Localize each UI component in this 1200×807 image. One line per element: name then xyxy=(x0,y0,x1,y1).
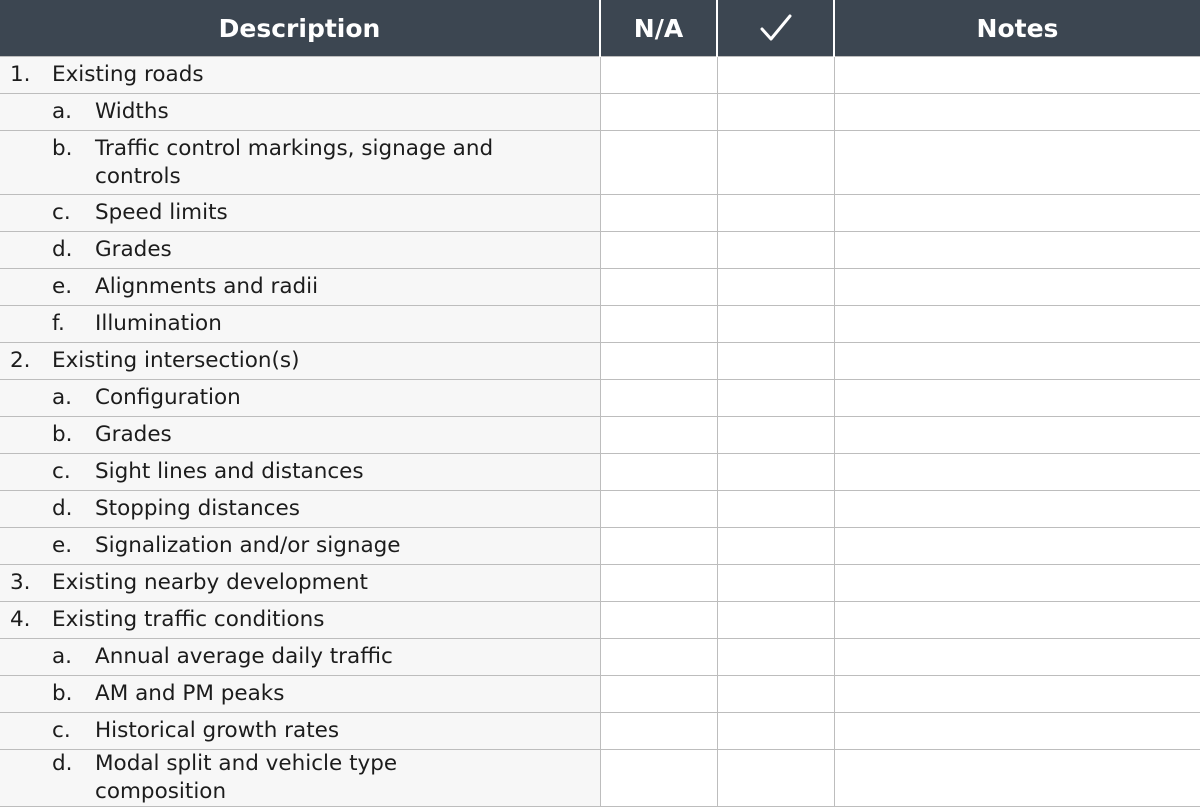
check-cell[interactable] xyxy=(717,131,834,195)
item-marker: d. xyxy=(52,751,73,776)
item-marker: e. xyxy=(52,274,73,299)
sub-item xyxy=(0,384,600,412)
header-na: N/A xyxy=(600,0,717,57)
description-cell xyxy=(0,131,600,195)
check-cell[interactable] xyxy=(717,528,834,565)
na-cell[interactable] xyxy=(600,417,717,454)
sub-item xyxy=(0,458,600,486)
check-cell[interactable] xyxy=(717,57,834,94)
check-cell[interactable] xyxy=(717,750,834,807)
description-cell xyxy=(0,269,600,306)
item-label: Historical growth rates xyxy=(95,718,340,743)
notes-cell[interactable] xyxy=(834,528,1200,565)
notes-cell[interactable] xyxy=(834,602,1200,639)
check-cell[interactable] xyxy=(717,639,834,676)
item-label: Traffic control markings, signage and controls xyxy=(95,135,494,189)
na-cell[interactable] xyxy=(600,528,717,565)
check-cell[interactable] xyxy=(717,94,834,131)
na-cell[interactable] xyxy=(600,269,717,306)
check-cell[interactable] xyxy=(717,713,834,750)
description-cell xyxy=(0,57,600,94)
header-description: Description xyxy=(0,0,600,57)
sub-item xyxy=(0,680,600,708)
item-label: Existing traffic conditions xyxy=(52,607,325,632)
check-cell[interactable] xyxy=(717,195,834,232)
section-item xyxy=(0,61,600,89)
check-cell[interactable] xyxy=(717,565,834,602)
na-cell[interactable] xyxy=(600,639,717,676)
item-marker: f. xyxy=(52,311,65,336)
na-cell[interactable] xyxy=(600,343,717,380)
na-cell[interactable] xyxy=(600,713,717,750)
item-marker: b. xyxy=(52,135,73,161)
description-cell xyxy=(0,713,600,750)
table-row xyxy=(0,269,1200,306)
check-cell[interactable] xyxy=(717,380,834,417)
notes-cell[interactable] xyxy=(834,639,1200,676)
na-cell[interactable] xyxy=(600,94,717,131)
notes-cell[interactable] xyxy=(834,380,1200,417)
item-label: Alignments and radii xyxy=(95,274,319,299)
item-marker: 4. xyxy=(10,607,31,632)
check-cell[interactable] xyxy=(717,343,834,380)
sub-item xyxy=(0,98,600,126)
description-cell xyxy=(0,94,600,131)
na-cell[interactable] xyxy=(600,306,717,343)
item-label: Grades xyxy=(95,422,172,447)
table-row xyxy=(0,639,1200,676)
table-row xyxy=(0,565,1200,602)
description-cell xyxy=(0,528,600,565)
notes-cell[interactable] xyxy=(834,454,1200,491)
description-cell xyxy=(0,343,600,380)
na-cell[interactable] xyxy=(600,57,717,94)
sub-item xyxy=(0,717,600,745)
header-check xyxy=(717,0,834,57)
description-cell xyxy=(0,195,600,232)
table-row xyxy=(0,528,1200,565)
sub-item xyxy=(0,135,600,191)
description-cell xyxy=(0,750,600,807)
notes-cell[interactable] xyxy=(834,676,1200,713)
description-cell xyxy=(0,602,600,639)
item-label: Modal split and vehicle type composition xyxy=(95,751,398,804)
check-cell[interactable] xyxy=(717,306,834,343)
notes-cell[interactable] xyxy=(834,343,1200,380)
item-marker: d. xyxy=(52,496,73,521)
notes-cell[interactable] xyxy=(834,565,1200,602)
item-label: Signalization and/or signage xyxy=(95,533,401,558)
check-cell[interactable] xyxy=(717,232,834,269)
item-marker: d. xyxy=(52,237,73,262)
notes-cell[interactable] xyxy=(834,232,1200,269)
notes-cell[interactable] xyxy=(834,713,1200,750)
sub-item xyxy=(0,310,600,338)
check-cell[interactable] xyxy=(717,454,834,491)
table-row xyxy=(0,380,1200,417)
na-cell[interactable] xyxy=(600,491,717,528)
table-row xyxy=(0,602,1200,639)
section-item xyxy=(0,606,600,634)
item-marker: a. xyxy=(52,99,73,124)
table-row xyxy=(0,131,1200,195)
notes-cell[interactable] xyxy=(834,750,1200,807)
table-row xyxy=(0,306,1200,343)
item-label: Existing intersection(s) xyxy=(52,348,300,373)
description-cell xyxy=(0,306,600,343)
sub-item xyxy=(0,236,600,264)
notes-cell[interactable] xyxy=(834,195,1200,232)
item-marker: c. xyxy=(52,200,71,225)
table-body xyxy=(0,57,1200,807)
na-cell[interactable] xyxy=(600,565,717,602)
notes-cell[interactable] xyxy=(834,491,1200,528)
na-cell[interactable] xyxy=(600,131,717,195)
table-row xyxy=(0,57,1200,94)
item-label: Grades xyxy=(95,237,172,262)
description-cell xyxy=(0,676,600,713)
header-notes: Notes xyxy=(834,0,1200,57)
item-marker: e. xyxy=(52,533,73,558)
item-marker: 3. xyxy=(10,570,31,595)
notes-cell[interactable] xyxy=(834,306,1200,343)
item-marker: b. xyxy=(52,422,73,447)
item-label: Sight lines and distances xyxy=(95,459,364,484)
check-cell[interactable] xyxy=(717,491,834,528)
na-cell[interactable] xyxy=(600,454,717,491)
sub-item xyxy=(0,643,600,671)
check-cell[interactable] xyxy=(717,269,834,306)
item-label: Stopping distances xyxy=(95,496,300,521)
na-cell[interactable] xyxy=(600,380,717,417)
table-row xyxy=(0,94,1200,131)
item-marker: 2. xyxy=(10,348,31,373)
item-label: Illumination xyxy=(95,311,222,336)
item-label: Configuration xyxy=(95,385,241,410)
sub-item xyxy=(0,532,600,560)
notes-cell[interactable] xyxy=(834,269,1200,306)
table-row xyxy=(0,750,1200,807)
item-marker: c. xyxy=(52,459,71,484)
item-label: AM and PM peaks xyxy=(95,681,285,706)
sub-item xyxy=(0,199,600,227)
table-row xyxy=(0,713,1200,750)
item-label: Existing nearby development xyxy=(52,570,368,595)
description-cell xyxy=(0,232,600,269)
notes-cell[interactable] xyxy=(834,94,1200,131)
notes-cell[interactable] xyxy=(834,417,1200,454)
table-row xyxy=(0,454,1200,491)
na-cell[interactable] xyxy=(600,232,717,269)
table-row xyxy=(0,343,1200,380)
table-row xyxy=(0,232,1200,269)
item-label: Annual average daily traffic xyxy=(95,644,393,669)
item-label: Speed limits xyxy=(95,200,228,225)
notes-cell[interactable] xyxy=(834,131,1200,195)
checkmark-icon xyxy=(759,13,793,43)
sub-item xyxy=(0,273,600,301)
item-marker: a. xyxy=(52,385,73,410)
na-cell[interactable] xyxy=(600,750,717,807)
notes-cell[interactable] xyxy=(834,57,1200,94)
header-row xyxy=(0,0,1200,57)
item-marker: b. xyxy=(52,681,73,706)
item-marker: a. xyxy=(52,644,73,669)
na-cell[interactable] xyxy=(600,602,717,639)
description-cell xyxy=(0,491,600,528)
section-item xyxy=(0,569,600,597)
description-cell xyxy=(0,565,600,602)
sub-item xyxy=(0,495,600,523)
item-marker: 1. xyxy=(10,62,31,87)
table-row xyxy=(0,491,1200,528)
description-cell xyxy=(0,454,600,491)
table-row xyxy=(0,417,1200,454)
sub-item xyxy=(0,421,600,449)
na-cell[interactable] xyxy=(600,676,717,713)
check-cell[interactable] xyxy=(717,417,834,454)
item-marker: c. xyxy=(52,718,71,743)
check-cell[interactable] xyxy=(717,602,834,639)
check-cell[interactable] xyxy=(717,676,834,713)
table-row xyxy=(0,676,1200,713)
na-cell[interactable] xyxy=(600,195,717,232)
section-item xyxy=(0,347,600,375)
item-label: Widths xyxy=(95,99,169,124)
table-header xyxy=(0,0,1200,57)
item-label: Existing roads xyxy=(52,62,204,87)
description-cell xyxy=(0,639,600,676)
description-cell xyxy=(0,417,600,454)
description-cell xyxy=(0,380,600,417)
table-row xyxy=(0,195,1200,232)
sub-item xyxy=(0,750,600,806)
